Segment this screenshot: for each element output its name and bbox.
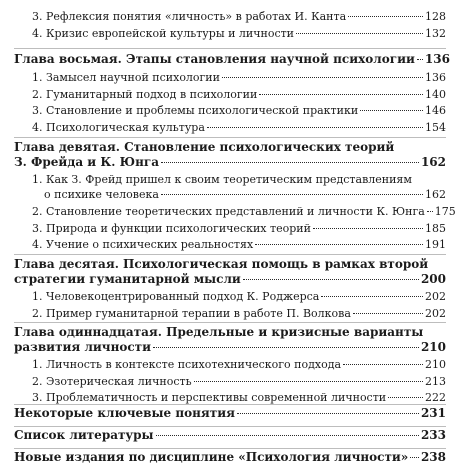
- toc-item-page: 132: [425, 27, 446, 40]
- section-divider: [14, 48, 446, 49]
- chapter-page: 162: [420, 155, 446, 169]
- leader-dots: [321, 296, 423, 297]
- leader-dots: [417, 59, 423, 60]
- leader-dots: [360, 110, 423, 111]
- section-divider: [14, 322, 446, 323]
- end-matter-section: [14, 406, 446, 469]
- toc-item[interactable]: [14, 71, 446, 88]
- chapter-title: Глава восьмая. Этапы становления научной психологии: [14, 52, 415, 66]
- leader-dots: [207, 127, 423, 128]
- chapter-9-section: [14, 140, 456, 255]
- leader-dots: [161, 194, 423, 195]
- chapter-title: развития личности: [14, 340, 152, 354]
- toc-item[interactable]: [14, 238, 446, 255]
- toc-item[interactable]: [14, 104, 446, 121]
- entry-page: 238: [420, 450, 446, 464]
- toc-item-label: 3. Рефлексия понятия «личность» в работах И. Канта: [32, 10, 347, 23]
- toc-item-label: 2. Эзотерическая личность: [32, 374, 192, 388]
- toc-item-page: 222: [425, 391, 446, 404]
- leader-dots: [255, 244, 423, 245]
- toc-item-label: 1. Личность в контексте психотехнического подхода: [32, 358, 342, 371]
- leader-dots: [353, 313, 423, 314]
- toc-item[interactable]: [14, 205, 456, 222]
- leader-dots: [194, 381, 423, 382]
- toc-item-label: 3. Природа и функции психологических теорий: [32, 221, 311, 235]
- toc-item-page: 202: [425, 290, 446, 303]
- leader-dots: [153, 347, 419, 348]
- chapter-page: 210: [420, 340, 446, 354]
- leader-dots: [427, 211, 433, 212]
- leader-dots: [388, 397, 423, 398]
- chapter-title-line: Глава девятая. Становление психологических теорий: [14, 140, 395, 154]
- toc-item-label: 3. Становление и проблемы психологической практики: [32, 104, 359, 117]
- toc-item-page: 202: [425, 306, 446, 320]
- toc-item-label: 3. Проблематичность и перспективы современной личности: [32, 391, 387, 404]
- toc-item[interactable]: [14, 88, 446, 105]
- toc-item-label: 1. Замысел научной психологии: [32, 71, 220, 84]
- toc-item[interactable]: [14, 290, 446, 307]
- toc-item[interactable]: [14, 121, 446, 138]
- leader-dots: [243, 279, 419, 280]
- leader-dots: [222, 77, 423, 78]
- leader-dots: [296, 33, 423, 34]
- toc-item-page: 136: [425, 71, 446, 84]
- chapter-heading[interactable]: [14, 52, 450, 71]
- toc-item-label: 4. Учение о психических реальностях: [32, 238, 254, 251]
- chapter-heading[interactable]: [14, 340, 446, 358]
- chapter-title-line: Глава десятая. Психологическая помощь в рамках второй: [14, 257, 429, 271]
- toc-item[interactable]: [14, 307, 446, 324]
- toc-item-label-line: 1. Как З. Фрейд пришел к своим теоретическим представлениям: [32, 173, 412, 186]
- entry-page: 233: [420, 428, 446, 442]
- section-divider: [14, 254, 446, 255]
- chapter-page: 136: [424, 52, 450, 66]
- toc-item-label: 4. Кризис европейской культуры и личности: [32, 27, 295, 40]
- chapter-title: стратегии гуманитарной мысли: [14, 272, 241, 286]
- toc-item-page: 128: [425, 10, 446, 23]
- entry-title: Список литературы: [14, 428, 154, 442]
- toc-item-page: 175: [434, 205, 456, 218]
- leader-dots: [156, 435, 419, 436]
- leader-dots: [313, 228, 423, 229]
- toc-item[interactable]: [14, 188, 446, 205]
- chapter-title: З. Фрейда и К. Юнга: [14, 155, 159, 169]
- chapter-page: 200: [420, 272, 446, 286]
- toc-item-page: 140: [425, 87, 446, 101]
- toc-item-label: 4. Психологическая культура: [32, 120, 205, 134]
- leader-dots: [161, 162, 419, 163]
- toc-item[interactable]: [14, 358, 446, 375]
- toc-item-label: 2. Пример гуманитарной терапии в работе П. Волкова: [32, 306, 351, 320]
- end-matter-entry[interactable]: [14, 406, 446, 425]
- toc-item-page: 191: [425, 238, 446, 251]
- chapter-10-section: [14, 257, 446, 323]
- entry-title: Новые издания по дисциплине «Психология личности»: [14, 450, 409, 464]
- toc-item[interactable]: [14, 222, 446, 239]
- leader-dots: [259, 94, 423, 95]
- toc-item-page: 162: [425, 188, 446, 201]
- section-divider: [14, 448, 446, 449]
- section-divider: [14, 426, 446, 427]
- entry-page: 231: [420, 406, 446, 420]
- toc-item-label: 2. Гуманитарный подход в психологии: [32, 87, 258, 101]
- end-matter-entry[interactable]: [14, 428, 446, 447]
- toc-item-label: 1. Человекоцентрированный подход К. Роджерса: [32, 290, 320, 303]
- chapter-heading[interactable]: [14, 272, 446, 290]
- chapter-11-section: [14, 325, 446, 408]
- chapter-title-line: Глава одиннадцатая. Предельные и кризисные варианты: [14, 325, 424, 339]
- toc-item-page: 185: [425, 221, 446, 235]
- end-matter-entry[interactable]: [14, 450, 446, 469]
- leader-dots: [410, 457, 419, 458]
- toc-item[interactable]: [14, 10, 446, 27]
- entry-title: Некоторые ключевые понятия: [14, 406, 235, 420]
- toc-item[interactable]: [14, 375, 446, 392]
- toc-item-label: о психике человека: [44, 188, 159, 201]
- chapter-8-section: [14, 52, 450, 137]
- leader-dots: [237, 413, 419, 414]
- intro-section: [14, 10, 446, 44]
- toc-item[interactable]: [14, 27, 446, 44]
- toc-item-label: 2. Становление теоретических представлений и личности К. Юнга: [32, 205, 425, 218]
- leader-dots: [348, 16, 423, 17]
- section-divider: [14, 137, 446, 138]
- section-divider: [14, 404, 446, 405]
- leader-dots: [343, 364, 423, 365]
- chapter-heading[interactable]: [14, 155, 446, 173]
- toc-item-page: 213: [425, 374, 446, 388]
- toc-item-page: 146: [425, 104, 446, 117]
- toc-item-page: 154: [425, 120, 446, 134]
- toc-item-page: 210: [425, 358, 446, 371]
